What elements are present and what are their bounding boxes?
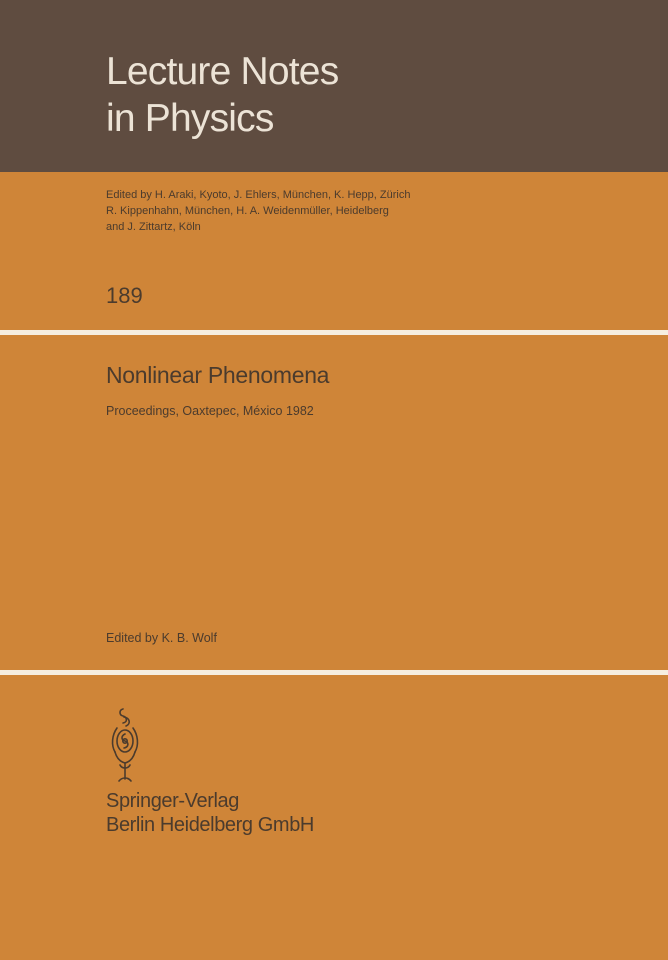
springer-knight-logo-icon bbox=[106, 705, 144, 785]
volume-number: 189 bbox=[106, 283, 143, 308]
book-subtitle: Proceedings, Oaxtepec, México 1982 bbox=[106, 404, 314, 418]
editors-line-3: and J. Zittartz, Köln bbox=[106, 221, 201, 233]
publisher bbox=[106, 789, 314, 837]
divider-rule-top bbox=[0, 330, 668, 335]
editors-line-1: Edited by H. Araki, Kyoto, J. Ehlers, München, K. Hepp, Zürich bbox=[106, 189, 411, 201]
series-title-line-1: Lecture Notes bbox=[106, 50, 339, 93]
volume-editor: Edited by K. B. Wolf bbox=[106, 631, 217, 645]
editors-line-2: R. Kippenhahn, München, H. A. Weidenmüller, Heidelberg bbox=[106, 205, 389, 217]
series-editors bbox=[106, 187, 410, 235]
divider-rule-bottom bbox=[0, 670, 668, 675]
series-title-line-2: in Physics bbox=[106, 97, 274, 140]
series-header-band bbox=[0, 0, 668, 172]
book-title: Nonlinear Phenomena bbox=[106, 362, 330, 388]
series-title bbox=[106, 48, 338, 142]
publisher-location: Berlin Heidelberg GmbH bbox=[106, 814, 314, 836]
publisher-name: Springer-Verlag bbox=[106, 790, 239, 812]
